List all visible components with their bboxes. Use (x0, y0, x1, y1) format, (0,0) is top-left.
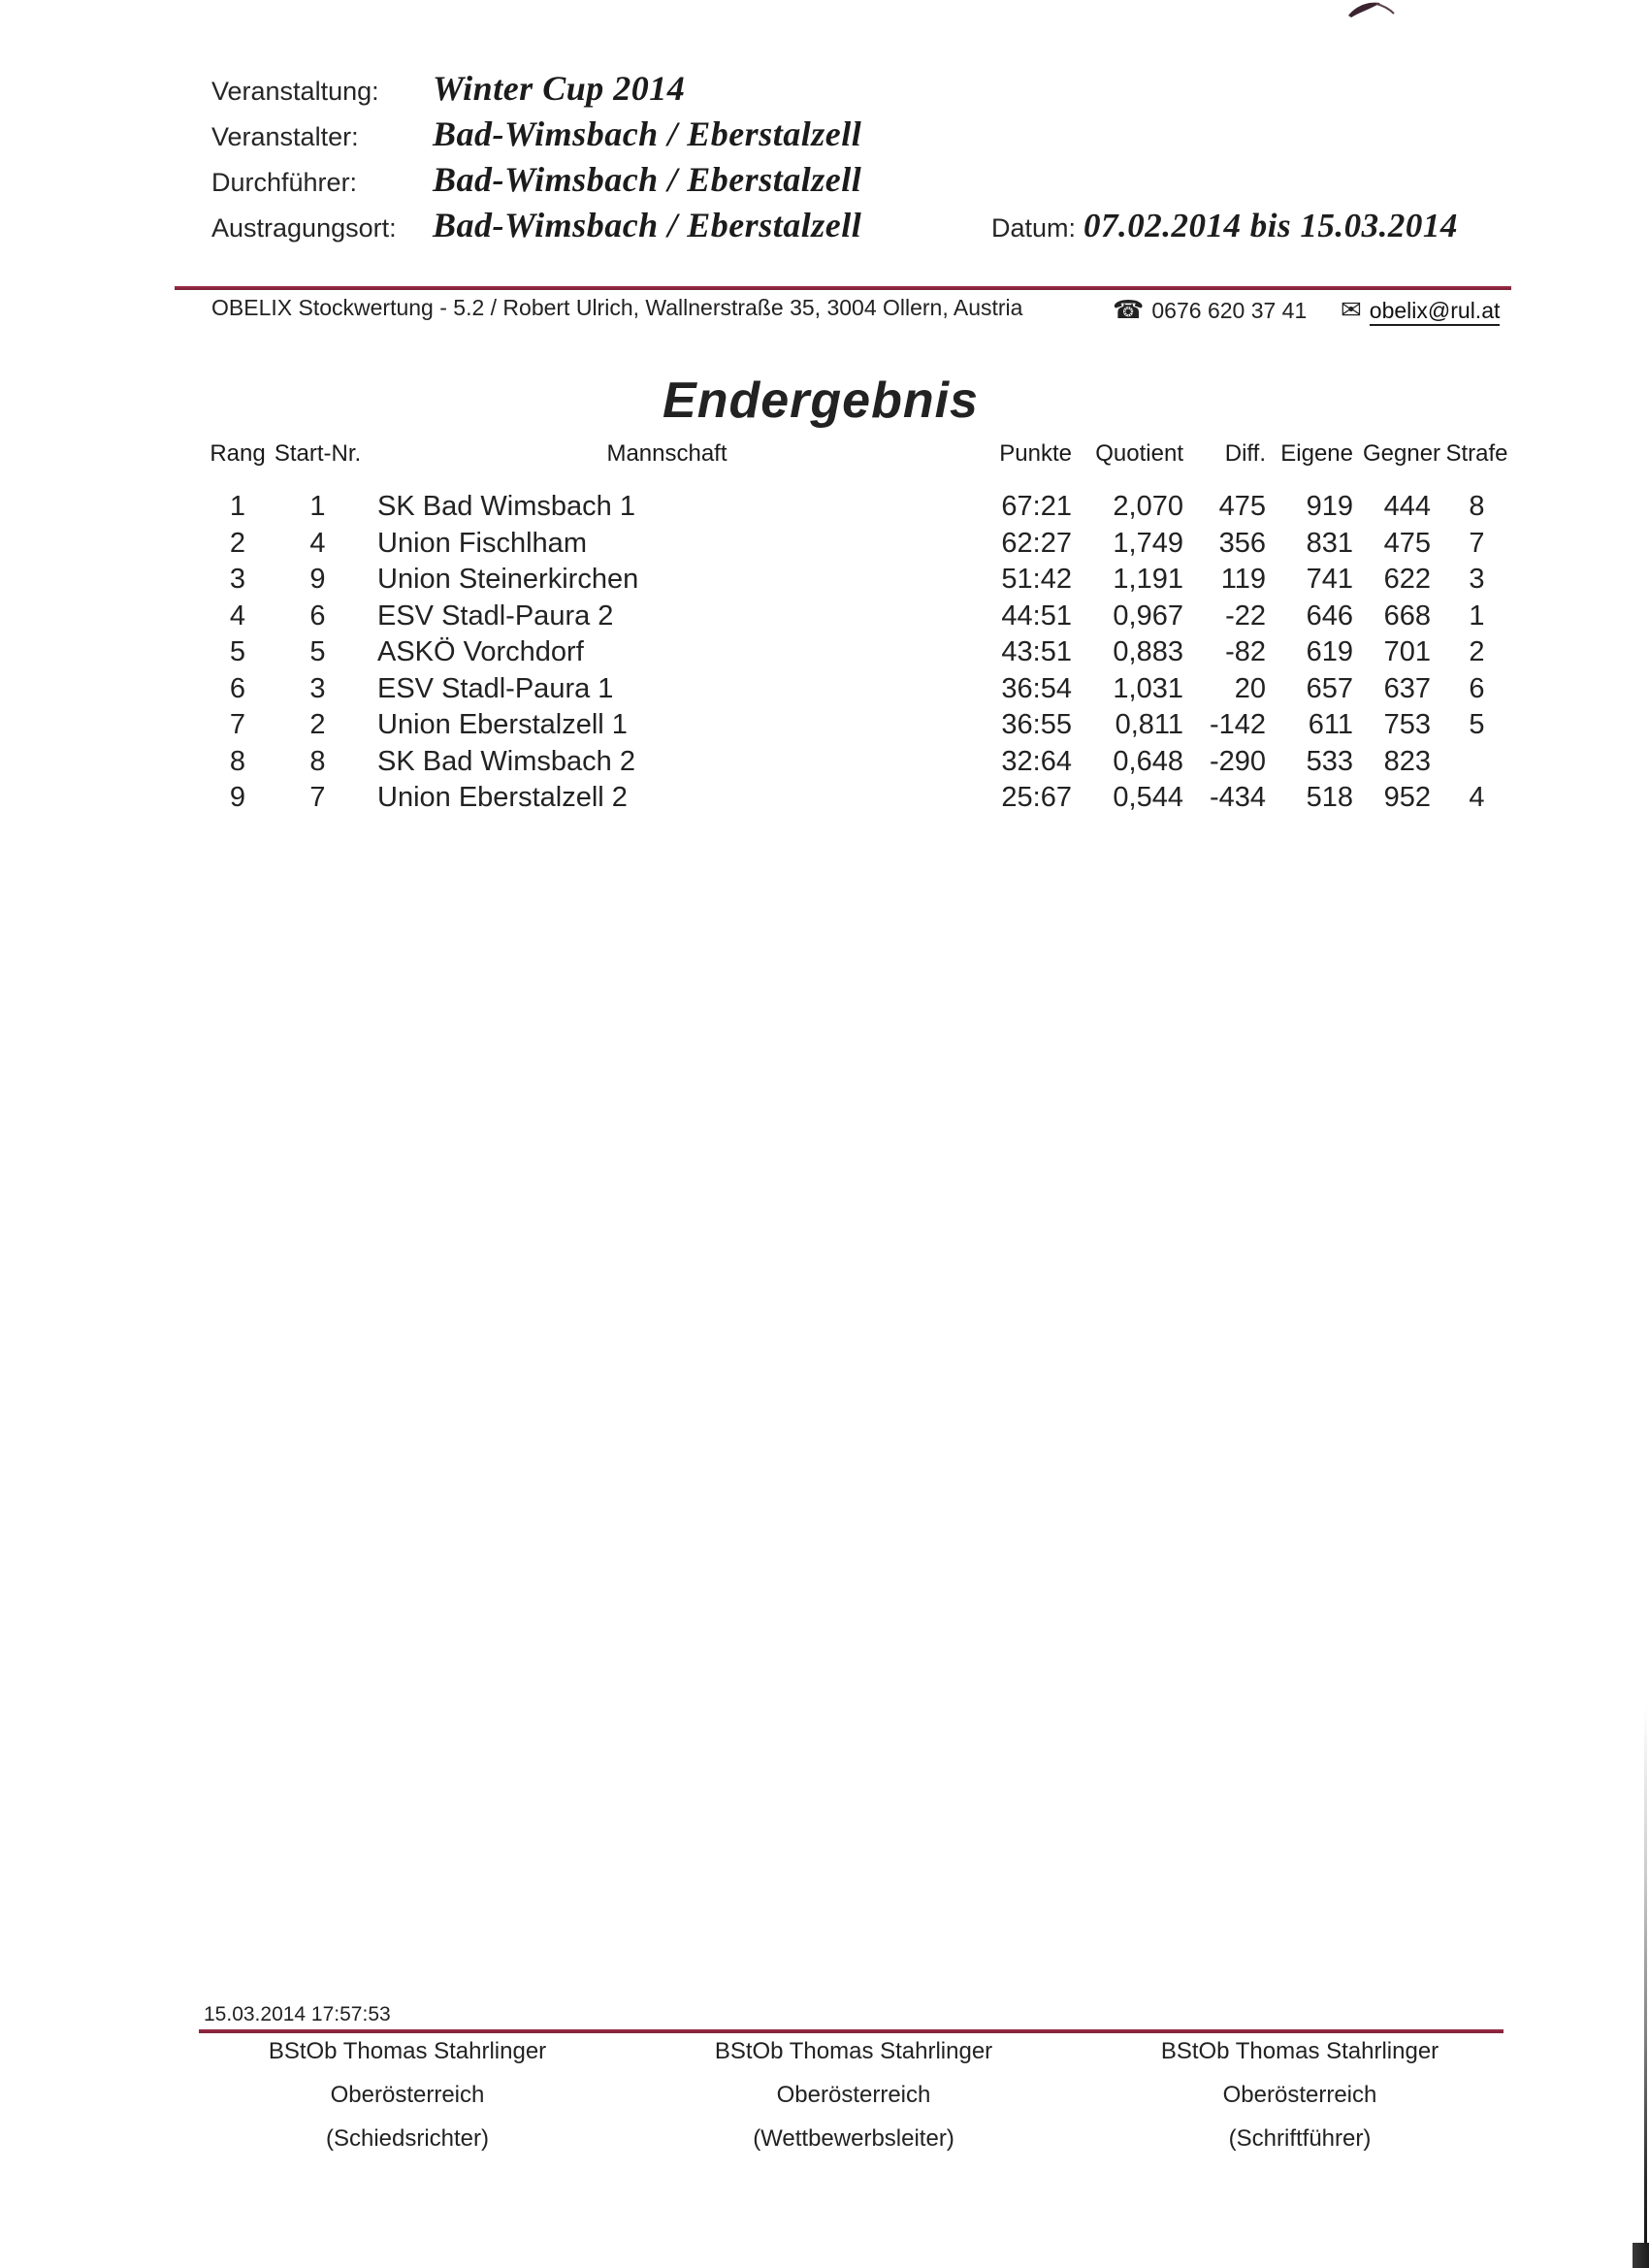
cell-quotient: 0,544 (1113, 782, 1183, 813)
cell-mannschaft: ESV Stadl-Paura 1 (377, 672, 614, 704)
cell-start-nr: 6 (309, 599, 326, 632)
scan-artifact-corner-mark (1633, 2243, 1649, 2268)
field-veranstalter (211, 112, 861, 157)
cell-start-nr: 1 (309, 491, 326, 522)
cell-start-nr: 3 (309, 672, 326, 704)
table-row (204, 671, 1513, 708)
field-durchfuehrer (211, 157, 861, 203)
cell-punkte: 36:55 (1001, 709, 1072, 740)
signature-role: (Schiedsrichter) (325, 2125, 490, 2152)
cell-eigene: 646 (1306, 599, 1353, 632)
cell-diff: -434 (1209, 782, 1266, 813)
field-veranstaltung (211, 66, 861, 112)
table-row (204, 707, 1513, 744)
cell-diff: 356 (1218, 527, 1266, 559)
table-row (204, 489, 1513, 526)
cell-rang: 6 (229, 672, 246, 704)
column-header-strafe: Strafe (1445, 440, 1508, 467)
cell-eigene: 611 (1308, 709, 1353, 740)
phone-number: 0676 620 37 41 (1151, 298, 1308, 323)
cell-gegner: 701 (1383, 636, 1431, 667)
cell-strafe: 4 (1469, 782, 1485, 813)
cell-quotient: 1,031 (1113, 672, 1183, 704)
table-row (204, 744, 1513, 781)
signature-name: BStOb Thomas Stahrlinger (714, 2038, 993, 2064)
envelope-icon: ✉ (1341, 295, 1362, 324)
cell-gegner: 952 (1383, 782, 1431, 813)
scan-artifact-edge-line (1644, 1705, 1647, 2268)
cell-punkte: 67:21 (1001, 491, 1072, 522)
field-value: Bad-Wimsbach / Eberstalzell (433, 160, 862, 199)
column-header-eigene: Eigene (1280, 440, 1353, 467)
cell-punkte: 36:54 (1001, 672, 1072, 704)
cell-start-nr: 5 (309, 636, 326, 667)
signature-region: Oberösterreich (776, 2082, 931, 2108)
cell-strafe: 2 (1469, 636, 1485, 667)
footer-divider-rule (199, 2029, 1504, 2033)
cell-mannschaft: ASKÖ Vorchdorf (377, 636, 584, 667)
cell-start-nr: 8 (309, 745, 326, 777)
cell-rang: 1 (229, 491, 246, 522)
cell-strafe: 6 (1469, 672, 1485, 704)
table-row (204, 780, 1513, 817)
cell-strafe: 8 (1469, 491, 1485, 522)
cell-punkte: 25:67 (1001, 782, 1072, 813)
cell-eigene: 533 (1306, 745, 1353, 777)
email-link[interactable]: obelix@rul.at (1370, 298, 1501, 326)
field-value: Winter Cup 2014 (433, 69, 686, 108)
cell-strafe: 3 (1469, 564, 1485, 595)
cell-gegner: 753 (1383, 709, 1431, 740)
cell-mannschaft: SK Bad Wimsbach 1 (377, 491, 635, 522)
cell-quotient: 1,749 (1113, 527, 1183, 559)
cell-diff: -82 (1225, 636, 1266, 667)
signature-region: Oberösterreich (1222, 2082, 1377, 2108)
cell-gegner: 668 (1383, 599, 1431, 632)
cell-rang: 5 (229, 636, 246, 667)
datum-value: 07.02.2014 bis 15.03.2014 (1083, 207, 1458, 244)
cell-punkte: 44:51 (1001, 599, 1072, 632)
cell-punkte: 51:42 (1001, 564, 1072, 595)
cell-mannschaft: Union Steinerkirchen (377, 564, 639, 595)
header-divider-rule (175, 286, 1511, 290)
software-address-text: OBELIX Stockwertung - 5.2 / Robert Ulrich, Wallnerstraße 35, 3004 Ollern, Austria (211, 295, 1023, 320)
table-row (204, 562, 1513, 599)
table-header-row (204, 438, 1513, 470)
cell-quotient: 2,070 (1113, 491, 1183, 522)
cell-gegner: 637 (1383, 672, 1431, 704)
pen-mark-icon (1346, 0, 1397, 21)
cell-strafe: 5 (1469, 709, 1485, 740)
cell-start-nr: 2 (309, 709, 326, 740)
cell-quotient: 0,883 (1113, 636, 1183, 667)
table-row (204, 599, 1513, 635)
scan-artifact-pen-mark (1346, 0, 1397, 26)
signature-block-schiedsrichter (189, 2039, 626, 2170)
cell-start-nr: 4 (309, 527, 326, 559)
cell-diff: 119 (1220, 564, 1266, 595)
cell-mannschaft: SK Bad Wimsbach 2 (377, 745, 635, 777)
field-label: Veranstaltung: (211, 77, 379, 106)
table-body (204, 489, 1513, 817)
cell-rang: 8 (229, 745, 246, 777)
cell-diff: -22 (1225, 599, 1266, 632)
cell-diff: -290 (1209, 745, 1266, 777)
cell-strafe (1440, 744, 1513, 781)
cell-start-nr: 9 (309, 564, 326, 595)
cell-mannschaft: Union Eberstalzell 1 (377, 709, 628, 740)
cell-start-nr: 7 (309, 782, 326, 813)
cell-quotient: 0,811 (1115, 709, 1183, 740)
cell-eigene: 619 (1306, 636, 1353, 667)
results-table (204, 438, 1513, 817)
table-row (204, 634, 1513, 671)
cell-quotient: 0,648 (1113, 745, 1183, 777)
org-line (0, 295, 1649, 328)
field-austragungsort (211, 203, 861, 248)
cell-diff: 475 (1218, 491, 1266, 522)
column-header-rang: Rang (210, 440, 266, 467)
cell-quotient: 0,967 (1113, 599, 1183, 632)
table-row (204, 526, 1513, 563)
cell-rang: 3 (229, 564, 246, 595)
column-header-mannschaft: Mannschaft (606, 440, 728, 467)
signature-role: (Wettbewerbsleiter) (753, 2125, 954, 2152)
signature-role: (Schriftführer) (1228, 2125, 1372, 2152)
cell-mannschaft: Union Eberstalzell 2 (377, 782, 628, 813)
cell-eigene: 518 (1306, 782, 1353, 813)
field-label: Veranstalter: (211, 122, 359, 151)
print-timestamp: 15.03.2014 17:57:53 (204, 2003, 391, 2025)
cell-rang: 4 (229, 599, 246, 632)
datum-label: Datum: (991, 213, 1077, 243)
phone-contact (1113, 295, 1307, 325)
cell-gegner: 444 (1383, 491, 1431, 522)
field-value: Bad-Wimsbach / Eberstalzell (433, 114, 862, 153)
cell-gegner: 823 (1383, 745, 1431, 777)
cell-eigene: 831 (1306, 527, 1353, 559)
phone-icon: ☎ (1113, 295, 1145, 324)
cell-eigene: 741 (1306, 564, 1353, 595)
cell-diff: 20 (1234, 672, 1266, 704)
signature-block-schriftfuehrer (1082, 2039, 1518, 2170)
cell-gegner: 622 (1383, 564, 1431, 595)
column-header-quotient: Quotient (1095, 440, 1183, 467)
cell-diff: -142 (1209, 709, 1266, 740)
cell-punkte: 43:51 (1001, 636, 1072, 667)
cell-eigene: 657 (1306, 672, 1353, 704)
cell-eigene: 919 (1306, 491, 1353, 522)
cell-rang: 2 (229, 527, 246, 559)
field-label: Austragungsort: (211, 213, 397, 243)
cell-mannschaft: Union Fischlham (377, 527, 587, 559)
cell-strafe: 7 (1469, 527, 1485, 559)
cell-quotient: 1,191 (1113, 564, 1183, 595)
cell-mannschaft: ESV Stadl-Paura 2 (377, 599, 614, 632)
signature-block-wettbewerbsleiter (635, 2039, 1072, 2170)
email-contact (1341, 295, 1500, 325)
cell-rang: 9 (229, 782, 246, 813)
column-header-punkte: Punkte (999, 440, 1072, 467)
signature-region: Oberösterreich (330, 2082, 485, 2108)
field-datum (991, 203, 1458, 248)
cell-strafe: 1 (1469, 599, 1485, 632)
column-header-start-nr: Start-Nr. (274, 440, 362, 467)
column-header-diff: Diff. (1224, 440, 1266, 467)
event-header (211, 66, 861, 248)
signature-name: BStOb Thomas Stahrlinger (268, 2038, 547, 2064)
field-label: Durchführer: (211, 168, 358, 197)
signature-name: BStOb Thomas Stahrlinger (1160, 2038, 1439, 2064)
cell-punkte: 62:27 (1001, 527, 1072, 559)
cell-rang: 7 (229, 709, 246, 740)
cell-punkte: 32:64 (1001, 745, 1072, 777)
field-value: Bad-Wimsbach / Eberstalzell (433, 206, 862, 244)
cell-gegner: 475 (1383, 527, 1431, 559)
column-header-gegner: Gegner (1363, 440, 1441, 467)
page-title: Endergebnis (663, 373, 979, 429)
